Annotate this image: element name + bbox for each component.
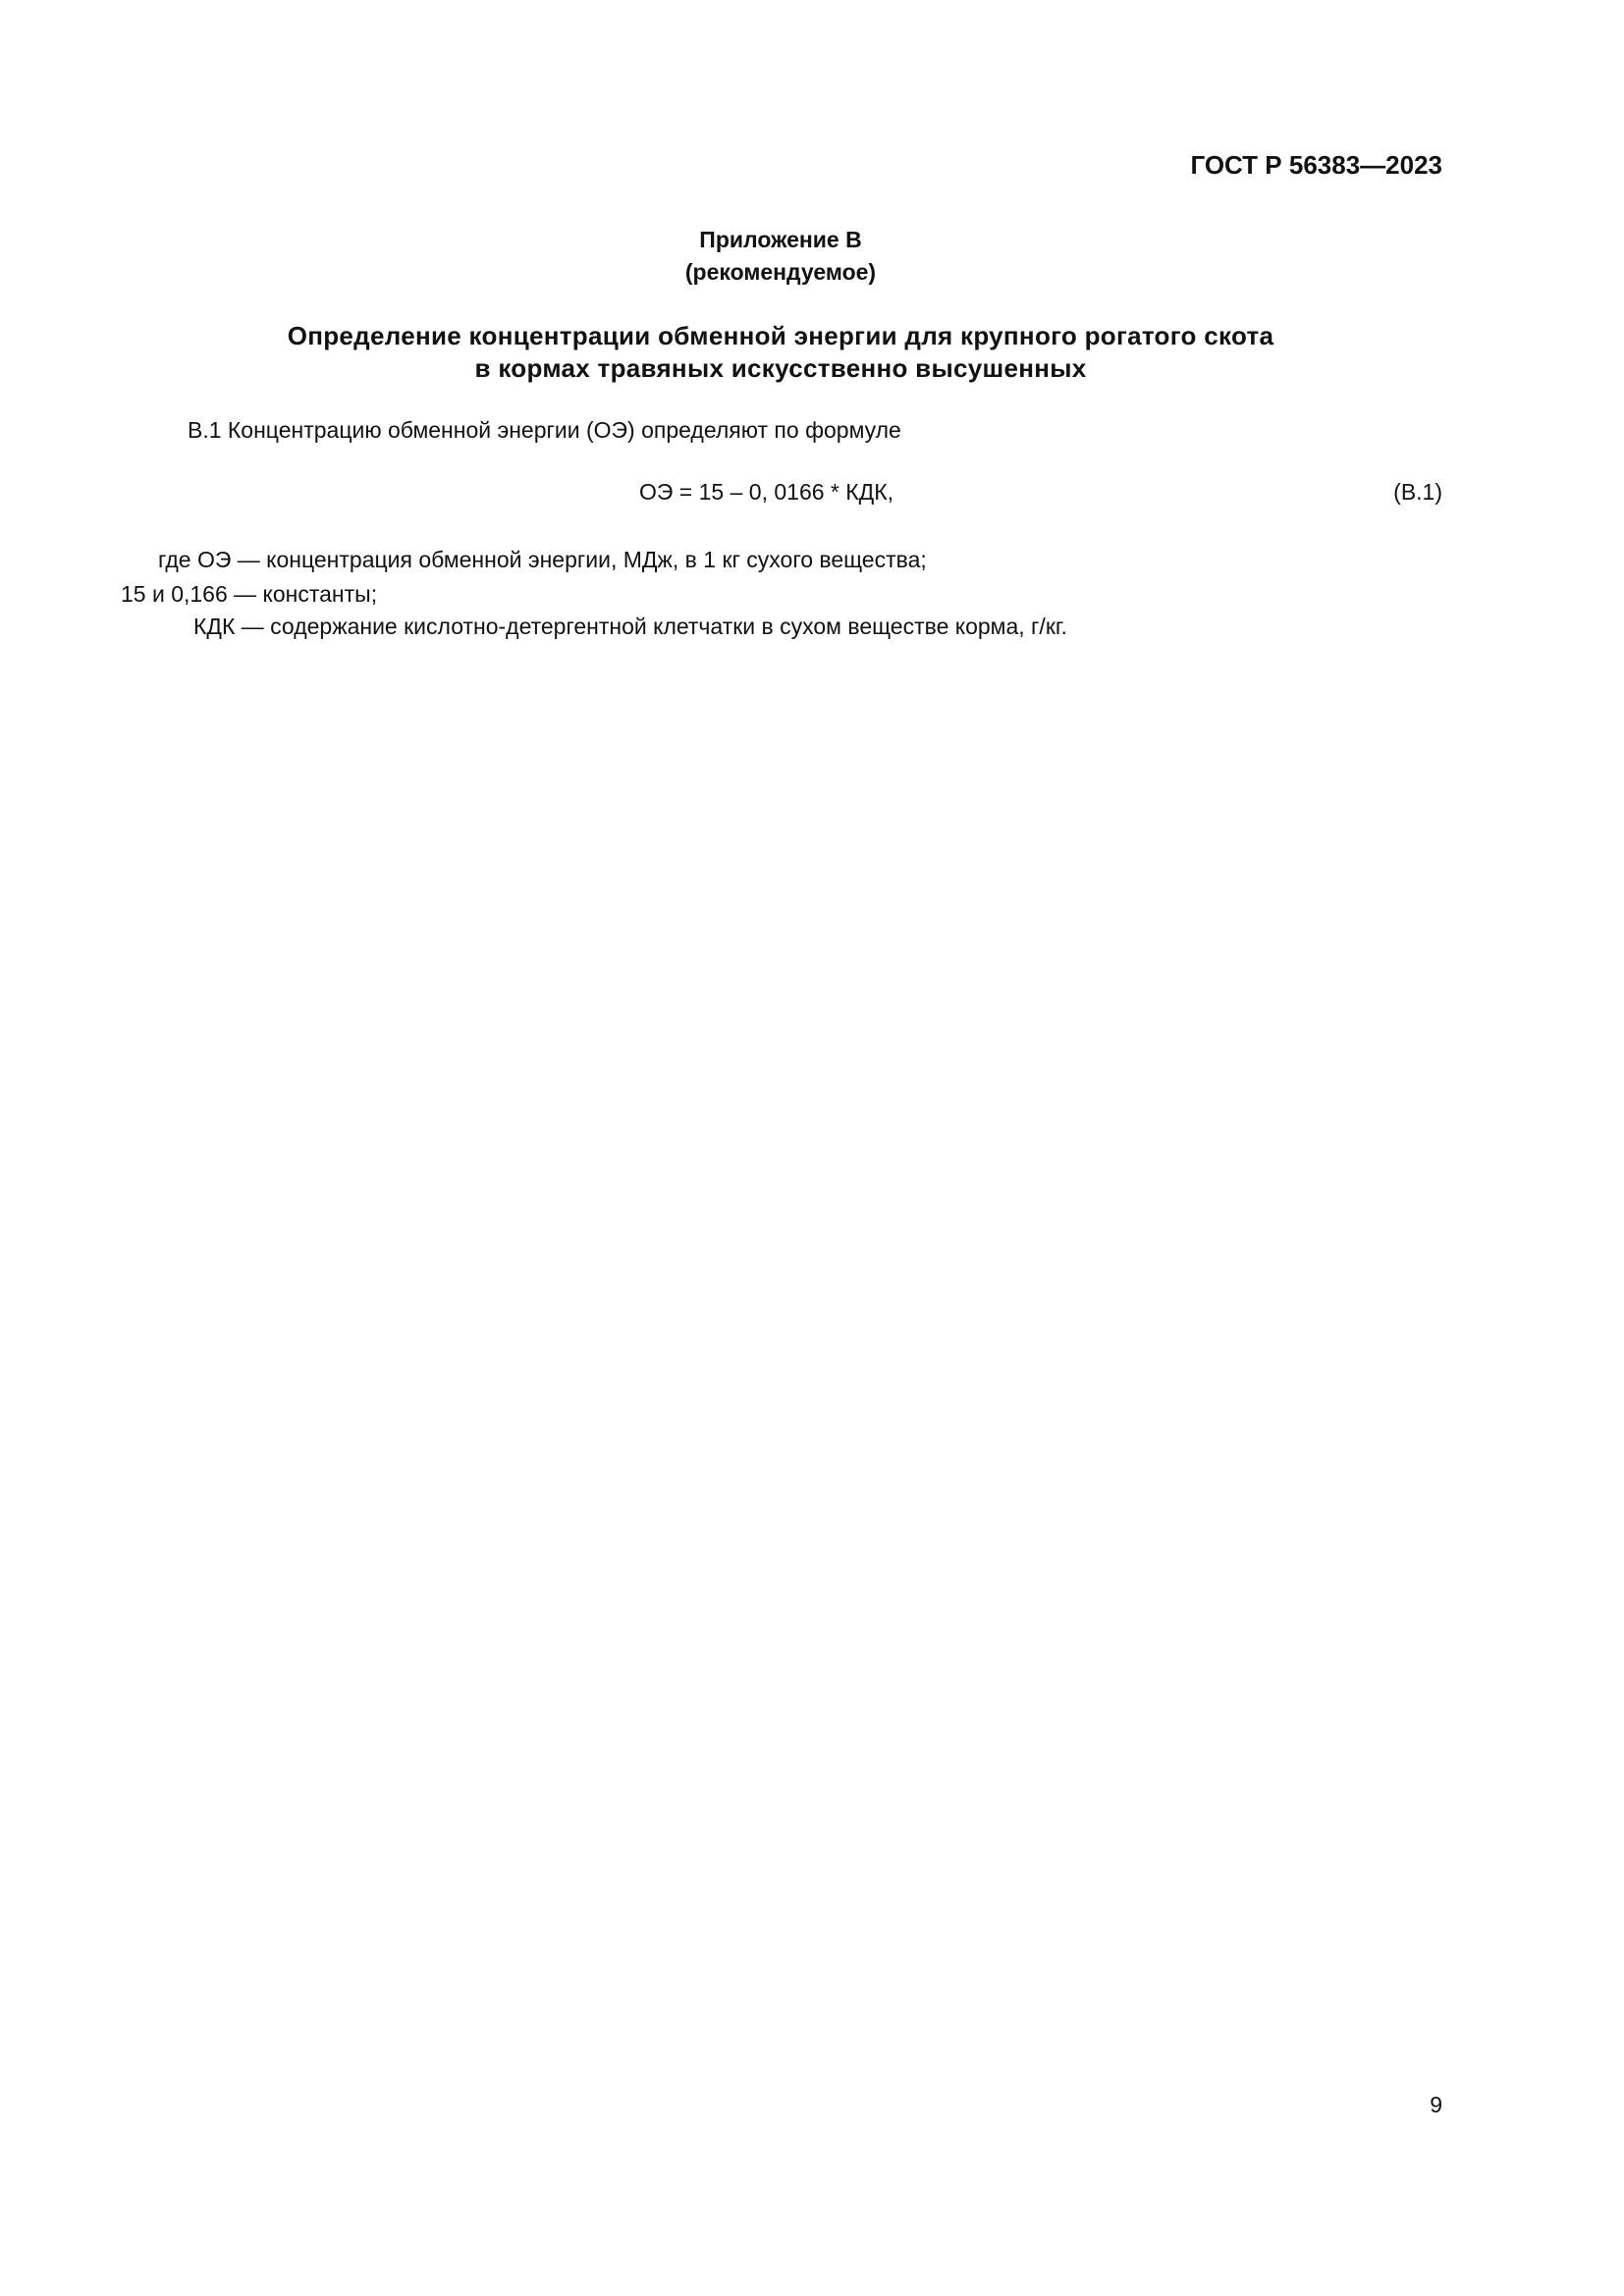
appendix-title: Приложение В — [699, 227, 862, 252]
formula-number: (В.1) — [1393, 479, 1442, 505]
page-number: 9 — [1430, 2092, 1442, 2117]
appendix-status: (рекомендуемое) — [684, 259, 877, 285]
where-item: где ОЭ — концентрация обменной энергии, МДж, в 1 кг сухого вещества; — [158, 547, 927, 572]
where-item: КДК — содержание кислотно-детергентной клетчатки в сухом веществе корма, г/кг. — [193, 614, 1067, 639]
section-intro: В.1 Концентрацию обменной энергии (ОЭ) определяют по формуле — [188, 417, 901, 443]
appendix-heading-line1: Определение концентрации обменной энергии для крупного рогатого скота — [287, 321, 1274, 350]
formula: ОЭ = 15 – 0, 0166 * КДК, — [639, 479, 894, 505]
document-id: ГОСТ Р 56383—2023 — [1190, 150, 1442, 180]
where-item: 15 и 0,166 — константы; — [121, 581, 378, 607]
appendix-heading-line2: в кормах травяных искусственно высушенных — [474, 353, 1087, 383]
